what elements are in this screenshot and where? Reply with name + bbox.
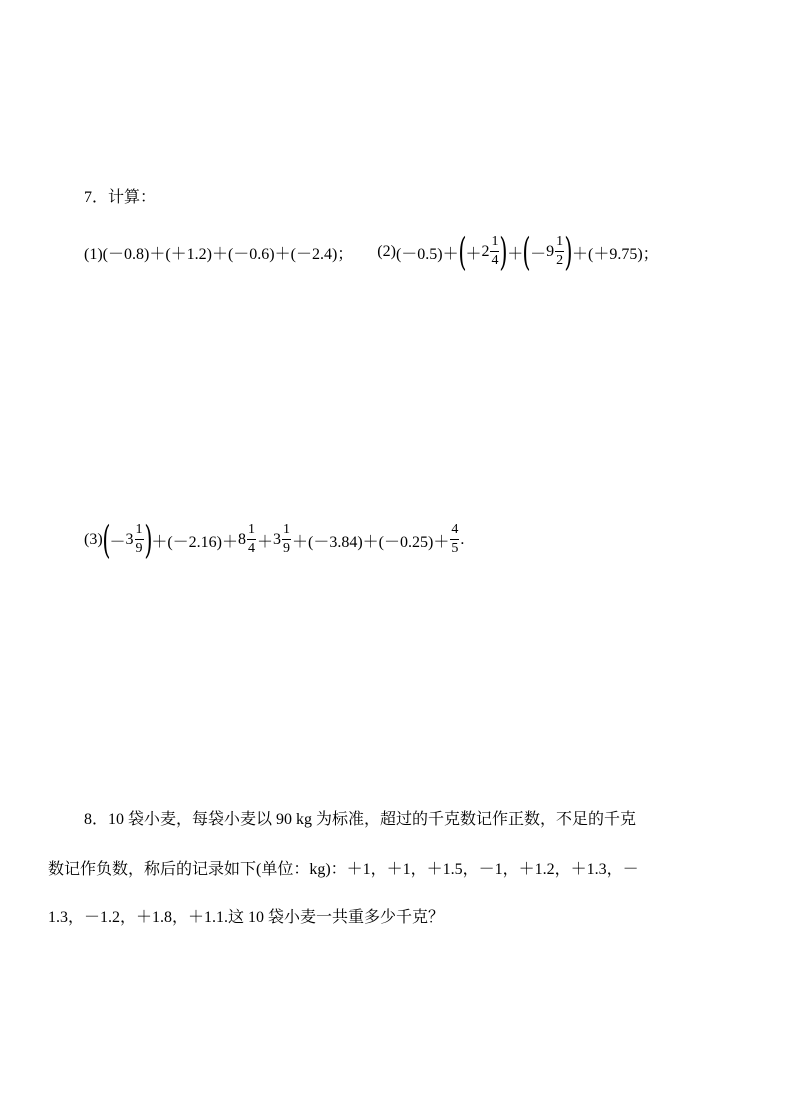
part-3-term-2: ＋(－2.16)＋ [151, 533, 238, 551]
question-8-line-1: 8．10 袋小麦，每袋小麦以 90 kg 为标准，超过的千克数记作正数，不足的千克 [84, 811, 637, 828]
part-2-term-4: ＋(＋9.75)； [571, 245, 659, 263]
part-2-term-1: (－0.5)＋ [395, 245, 459, 263]
part-3-label: (3) [84, 531, 103, 548]
part-3-fraction: $\frac{4}{5}$ [451, 522, 459, 556]
part-1-expression: (1)(－0.8)＋(＋1.2)＋(－0.6)＋(－2.4)； [84, 245, 354, 263]
question-8-line-3: 1.3，－1.2，＋1.8，＋1.1.这 10 袋小麦一共重多少千克？ [48, 909, 445, 926]
question-8-line-2: 数记作负数，称后的记录如下(单位：kg)：＋1，＋1，＋1.5，－1，＋1.2，＋1.3，－ [48, 861, 639, 878]
part-3-term-3: ＋(－3.84)＋(－0.25)＋ [292, 533, 450, 551]
part-2-mixed-number-1: ＋ 2 $\frac{1}{4}$ [465, 234, 499, 268]
part-3-mixed-number-3: 3 $\frac{1}{9}$ [273, 522, 291, 556]
part-2-mixed-number-2: － 9 $\frac{1}{2}$ [530, 234, 564, 268]
question-7-part-1-2: (1)(－0.8)＋(＋1.2)＋(－0.6)＋(－2.4)； (2) (－0.5)＋ ( ＋ 2 $\frac{1}{4}$ ) ＋ ( － 9 $\frac{1}{2}$ ) ＋(＋9.75)； [84, 230, 659, 274]
question-7-part-3: (3) ( － 3 $\frac{1}{9}$ ) ＋(－2.16)＋ 8 $\frac{1}{4}$ ＋ 3 $\frac{1}{9}$ ＋(－3.84)＋(－0.25)＋ $\frac{4}{5}$ . [84, 518, 465, 562]
part-3-mixed-number-2: 8 $\frac{1}{4}$ [238, 522, 255, 556]
part-3-mixed-number-1: － 3 $\frac{1}{9}$ [109, 522, 143, 556]
part-2-label: (2) [377, 243, 396, 260]
question-7-title: 7．计算： [84, 189, 157, 206]
